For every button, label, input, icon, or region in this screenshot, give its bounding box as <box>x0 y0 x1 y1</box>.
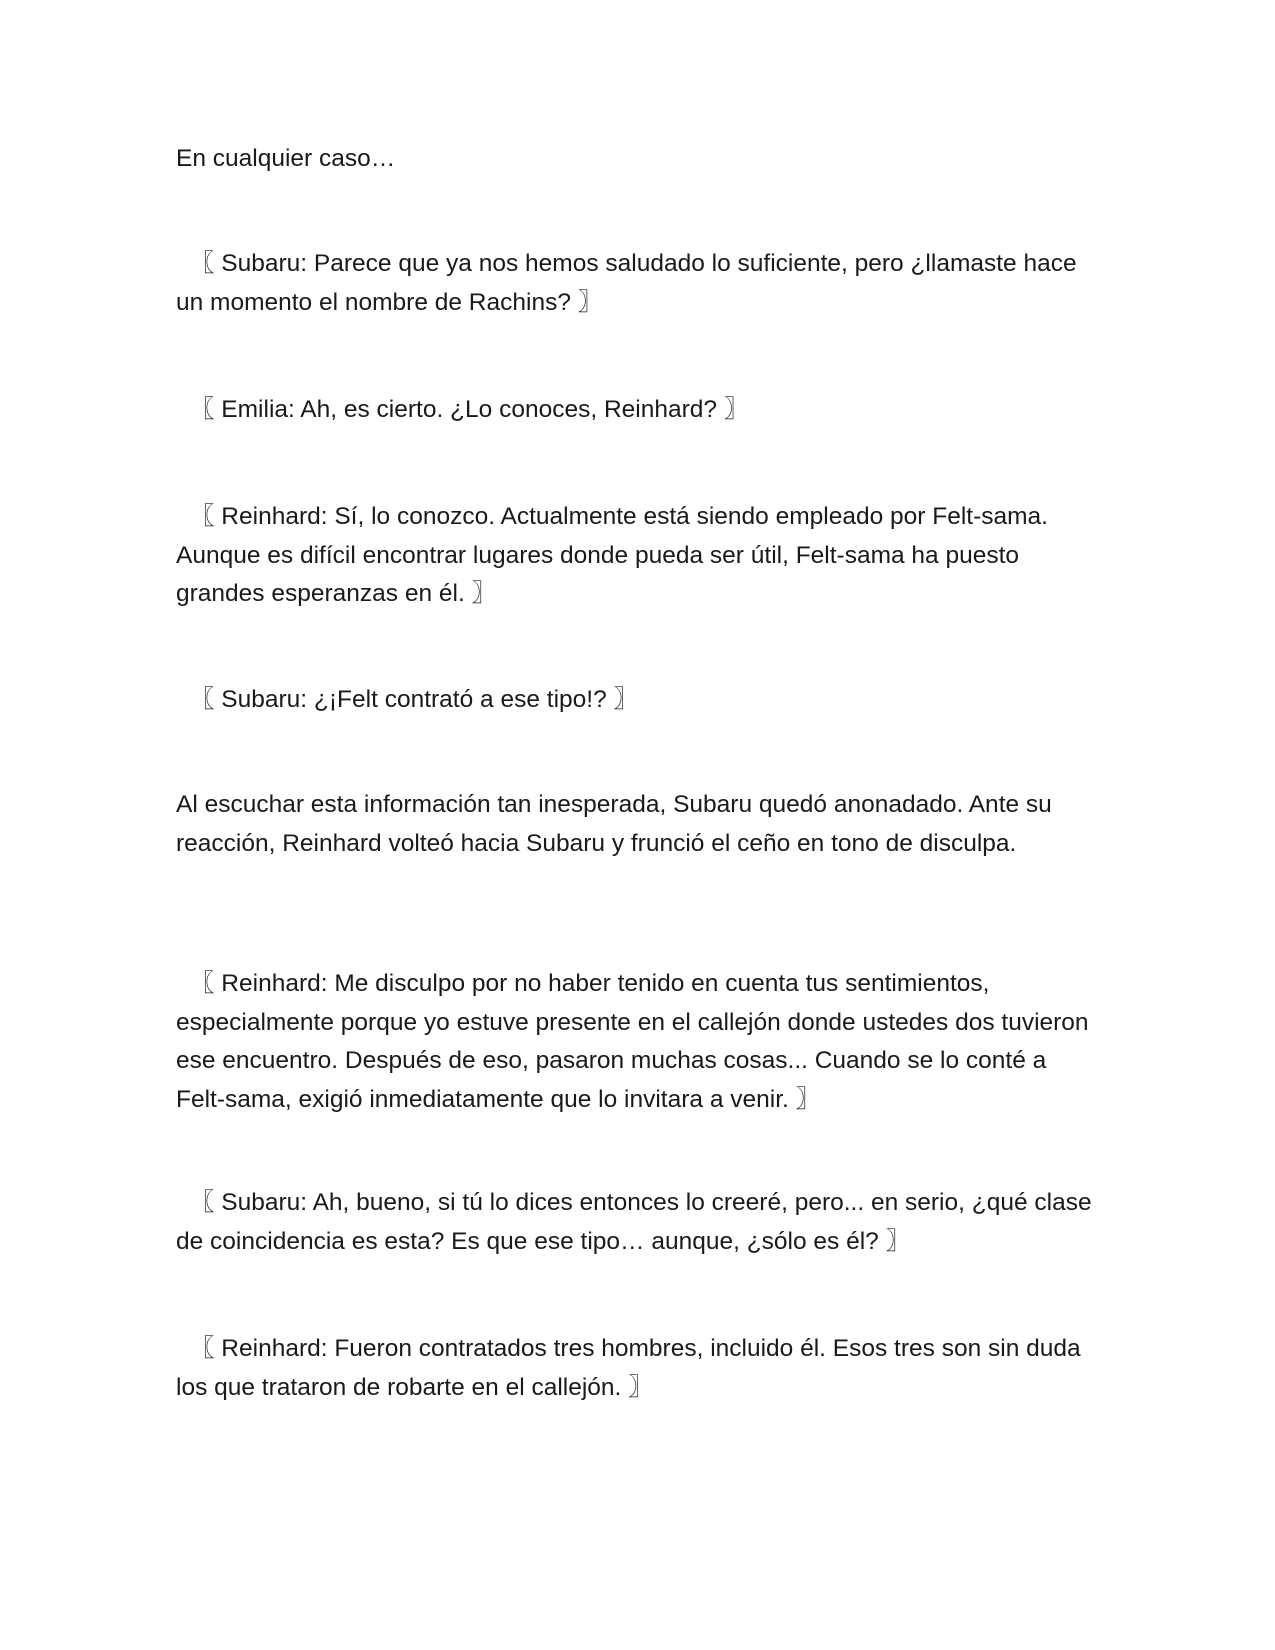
open-bracket: 〖 <box>190 970 215 997</box>
close-bracket: 〗 <box>723 396 749 423</box>
open-bracket: 〖 <box>190 686 215 713</box>
dialogue-text: Reinhard: Fueron contratados tres hombres, incluido él. Esos tres son sin duda los que trataron de robarte en el callejón. <box>176 1335 1081 1401</box>
open-bracket: 〖 <box>190 503 215 530</box>
dialogue-subaru-2 <box>176 681 1096 720</box>
close-bracket: 〗 <box>613 686 639 713</box>
dialogue-reinhard-2 <box>176 965 1096 1119</box>
dialogue-reinhard-3 <box>176 1330 1096 1407</box>
dialogue-text: Reinhard: Me disculpo por no haber tenido en cuenta tus sentimientos, especialmente porque yo estuve presente en el callejón donde ustedes dos tuvieron ese encuentro. Después de eso, pasaron muchas cosas... Cuando se lo conté a Felt-sama, exigió inmediatamente que lo invitara a venir. <box>176 970 1089 1113</box>
open-bracket: 〖 <box>190 1189 215 1216</box>
dialogue-text: Subaru: ¿¡Felt contrató a ese tipo!? <box>214 686 614 713</box>
dialogue-reinhard-1 <box>176 498 1096 614</box>
dialogue-text: Reinhard: Sí, lo conozco. Actualmente está siendo empleado por Felt-sama. Aunque es difícil encontrar lugares donde pueda ser útil, Felt-sama ha puesto grandes esperanzas en él. <box>176 503 1048 607</box>
close-bracket: 〗 <box>471 580 497 607</box>
open-bracket: 〖 <box>190 396 215 423</box>
close-bracket: 〗 <box>795 1085 821 1113</box>
paragraph-narration-1: En cualquier caso… <box>176 145 396 172</box>
dialogue-text: Emilia: Ah, es cierto. ¿Lo conoces, Reinhard? <box>214 396 724 423</box>
dialogue-text: Subaru: Parece que ya nos hemos saludado lo suficiente, pero ¿llamaste hace un momento el nombre de Rachins? <box>176 250 1077 316</box>
open-bracket: 〖 <box>190 1335 215 1362</box>
close-bracket: 〗 <box>885 1227 911 1255</box>
close-bracket: 〗 <box>628 1373 653 1401</box>
close-bracket: 〗 <box>577 288 603 316</box>
dialogue-subaru-1 <box>176 245 1096 322</box>
paragraph-narration-2: Al escuchar esta información tan inesperada, Subaru quedó anonadado. Ante su reacción, Reinhard volteó hacia Subaru y frunció el ceño en tono de disculpa. <box>176 791 1052 857</box>
dialogue-emilia-1 <box>176 391 1096 430</box>
open-bracket: 〖 <box>190 250 215 277</box>
dialogue-subaru-3 <box>176 1184 1096 1261</box>
dialogue-text: Subaru: Ah, bueno, si tú lo dices entonces lo creeré, pero... en serio, ¿qué clase de coincidencia es esta? Es que ese tipo… aunque, ¿sólo es él? <box>176 1189 1092 1255</box>
